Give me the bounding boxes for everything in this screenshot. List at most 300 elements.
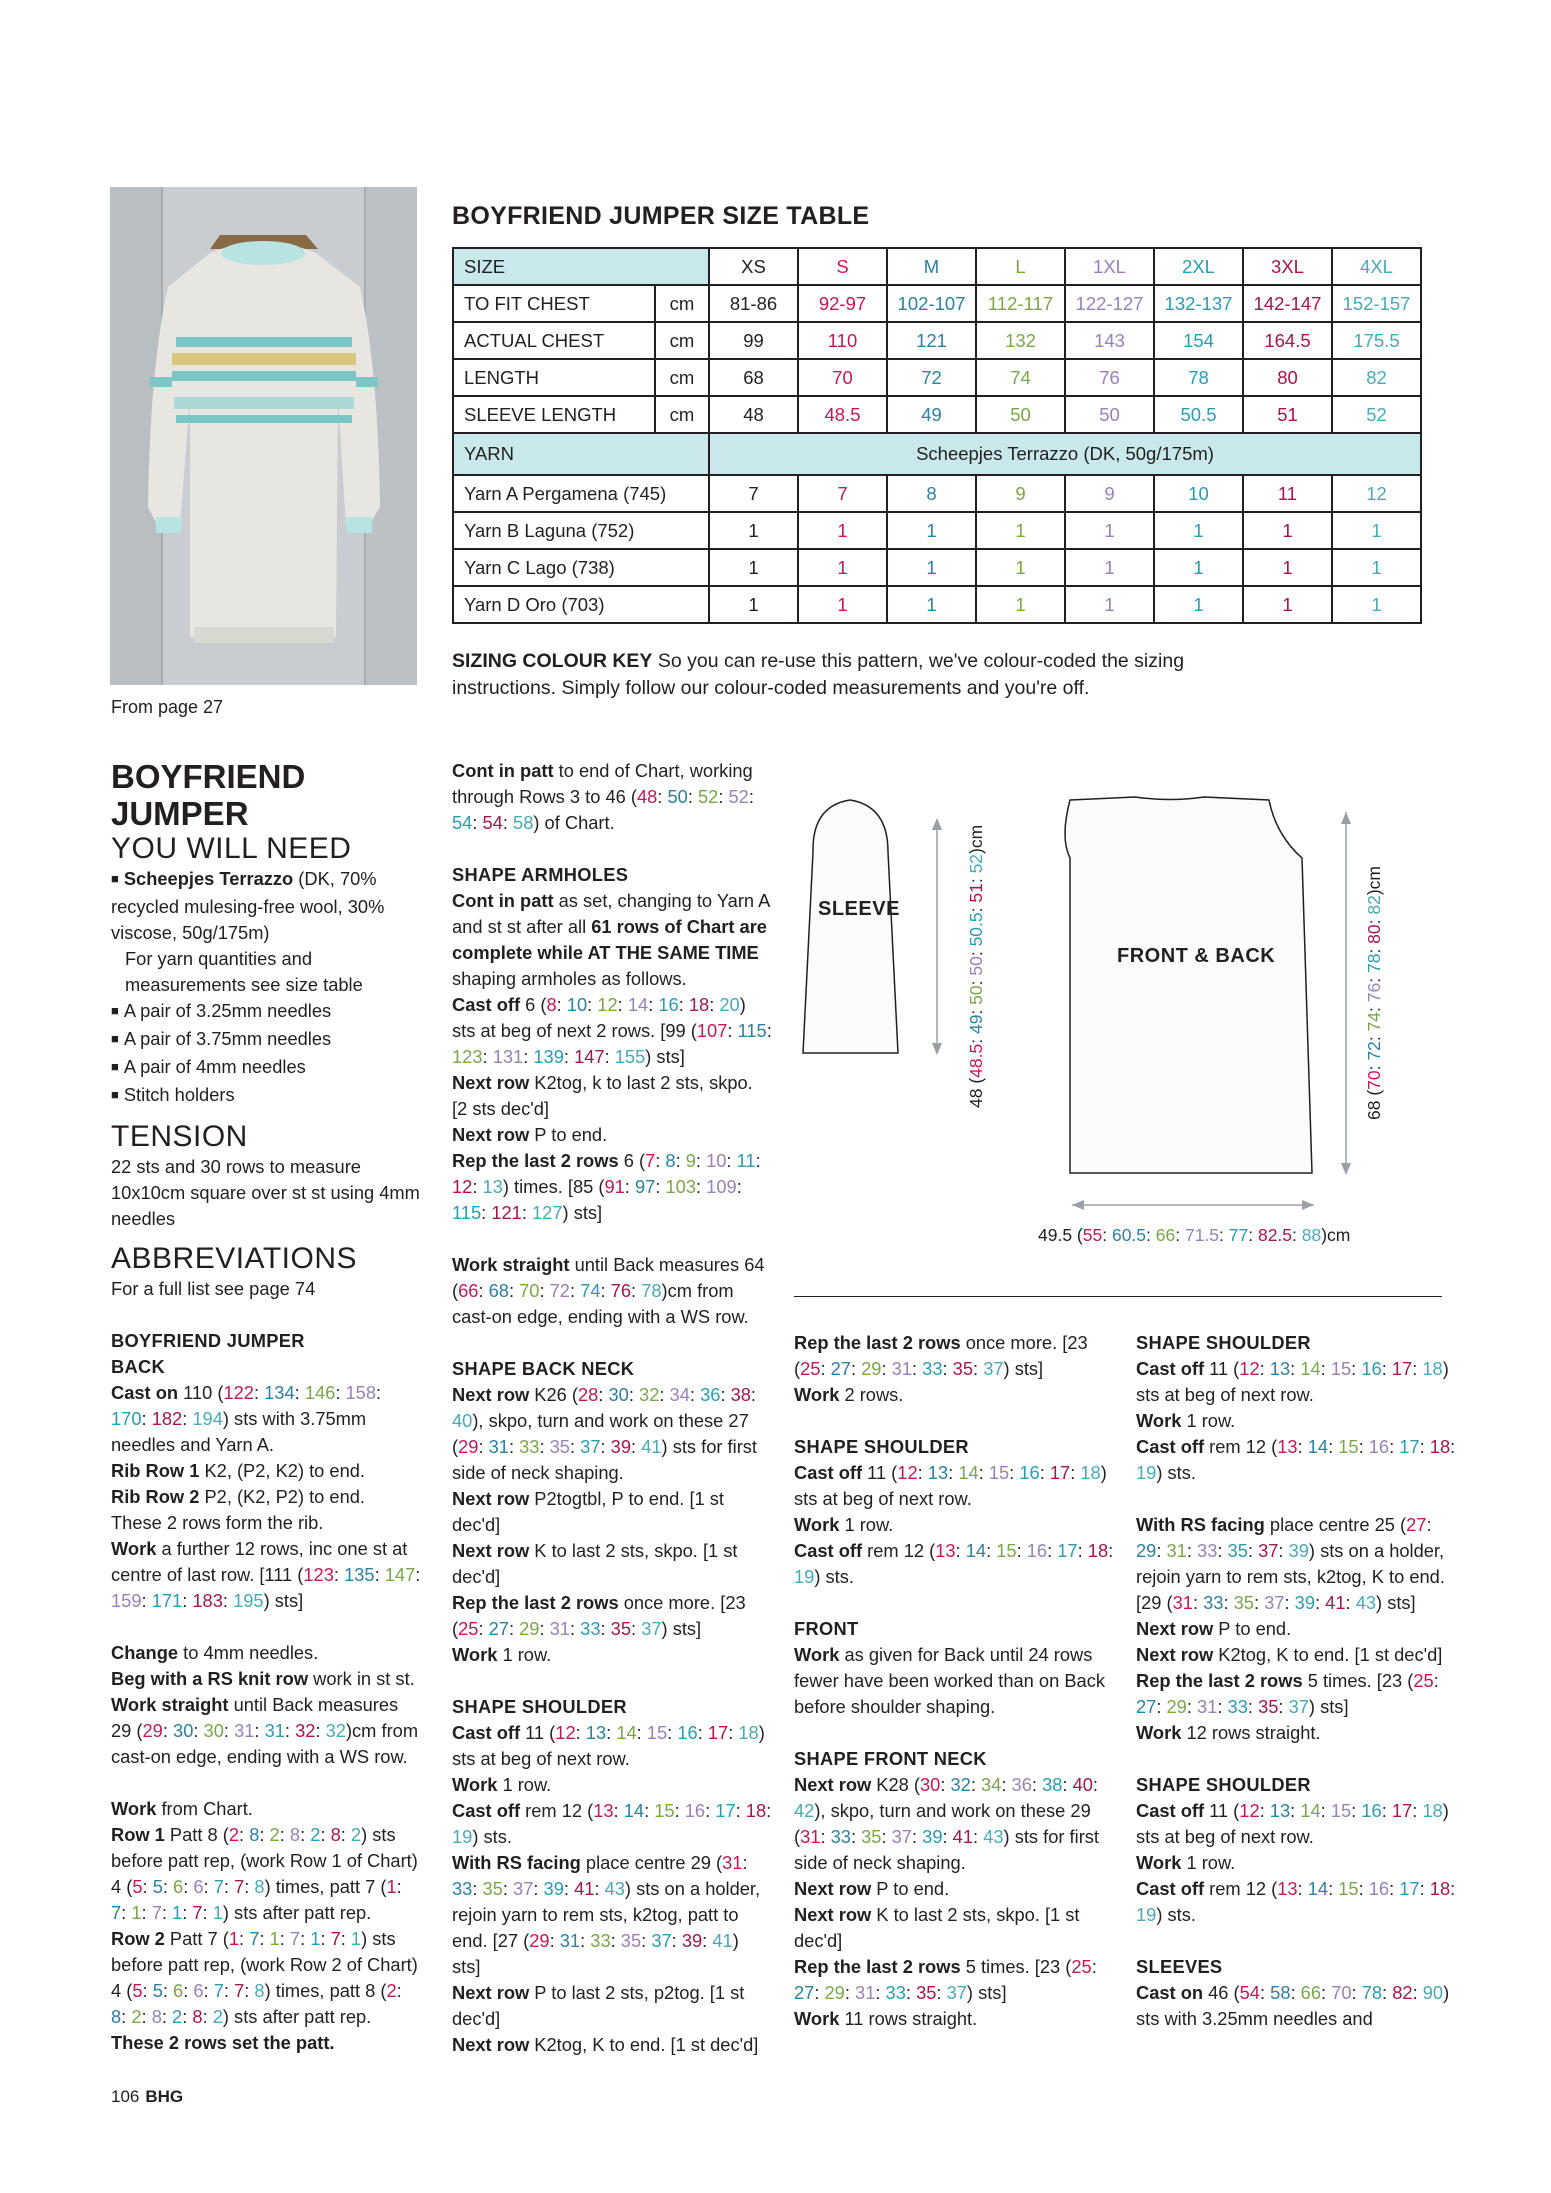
size-value: 17 bbox=[1057, 1540, 1078, 1561]
size-value: 1 bbox=[172, 1902, 183, 1923]
size-header-cell: L bbox=[976, 248, 1065, 285]
size-value: 33 bbox=[590, 1930, 611, 1951]
sleeve-label: SLEEVE bbox=[818, 898, 900, 920]
instruction-keyword: Work bbox=[111, 1798, 157, 1819]
measurement-value: 74 bbox=[976, 359, 1065, 396]
instruction-line: Row 1 Patt 8 (2: 8: 2: 8: 2: 8: 2) sts before patt rep, (work Row 1 of Chart) 4 (5: 5: 6: 6: 7: 7: 8) times, patt 7 (1: 7: 1: 7: 1: 7: 1) sts after patt rep. bbox=[111, 1824, 418, 1923]
size-value: 147 bbox=[574, 1046, 605, 1067]
size-value: 31 bbox=[722, 1852, 743, 1873]
size-value: 35 bbox=[620, 1930, 642, 1951]
measurement-value: 72 bbox=[887, 359, 976, 396]
size-value: 25 bbox=[800, 1358, 821, 1379]
size-value: 13 bbox=[1277, 1878, 1298, 1899]
sleeve-outline bbox=[803, 800, 898, 1053]
size-value: 17 bbox=[1391, 1358, 1413, 1379]
size-value: 60.5 bbox=[1111, 1225, 1147, 1245]
section-heading: BACK bbox=[111, 1356, 166, 1377]
size-value: 50 bbox=[966, 956, 986, 976]
measurement-unit: cm bbox=[655, 359, 709, 396]
size-value: 1 bbox=[228, 1928, 240, 1949]
instruction-keyword: Next row bbox=[1136, 1618, 1214, 1639]
spacer bbox=[1136, 1746, 1456, 1772]
size-value: 121 bbox=[491, 1202, 522, 1223]
measurement-value: 52 bbox=[1332, 396, 1421, 433]
instruction-text: ) sts. bbox=[1156, 1462, 1196, 1483]
size-value: 37 bbox=[891, 1826, 912, 1847]
section-heading: SHAPE SHOULDER bbox=[1136, 1332, 1311, 1353]
size-value: 18 bbox=[1422, 1358, 1443, 1379]
column-1-instructions bbox=[111, 1380, 421, 2056]
size-header-row bbox=[453, 248, 1421, 285]
column-1 bbox=[111, 758, 421, 2056]
size-value: 43 bbox=[604, 1878, 625, 1899]
spacer bbox=[1136, 1486, 1456, 1512]
size-value: 12 bbox=[897, 1462, 918, 1483]
size-value: 7 bbox=[213, 1876, 224, 1897]
tension-text: 22 sts and 30 rows to measure 10x10cm square over st st using 4mm needles bbox=[111, 1156, 420, 1229]
measurement-unit: cm bbox=[655, 322, 709, 359]
instruction-text: 11 ( bbox=[520, 1722, 556, 1743]
instruction-text: ) sts] bbox=[966, 1982, 1007, 2003]
size-value: 14 bbox=[1307, 1436, 1329, 1457]
instruction-text: K2tog, k to last 2 sts, skpo. [2 sts dec'd] bbox=[452, 1072, 753, 1119]
instruction-keyword: Cont in patt bbox=[452, 890, 554, 911]
instruction-line bbox=[1136, 1616, 1456, 1642]
instruction-line: Cast off 11 (12: 13: 14: 15: 16: 17: 18) sts at beg of next row. bbox=[1136, 1800, 1449, 1847]
instruction-line bbox=[452, 1642, 772, 1668]
size-value: 2 bbox=[269, 1824, 280, 1845]
yarn-row bbox=[453, 475, 1421, 512]
pattern-title-line2: JUMPER bbox=[111, 795, 249, 832]
yarn-quantity: 1 bbox=[1332, 549, 1421, 586]
instruction-text: Patt 8 ( bbox=[164, 1824, 229, 1845]
instruction-keyword: Work bbox=[452, 1774, 498, 1795]
size-value: 20 bbox=[719, 994, 740, 1015]
yarn-label: Yarn B Laguna (752) bbox=[453, 512, 709, 549]
size-value: 29 bbox=[861, 1358, 882, 1379]
size-value: 43 bbox=[983, 1826, 1004, 1847]
instruction-text: These 2 rows form the rib. bbox=[111, 1512, 324, 1533]
size-value: 31 bbox=[891, 1358, 912, 1379]
size-value: 10 bbox=[706, 1150, 727, 1171]
instruction-keyword: Cast off bbox=[794, 1540, 863, 1561]
yarn-quantity: 1 bbox=[1243, 586, 1332, 623]
size-value: 7 bbox=[151, 1902, 162, 1923]
measurement-value: 154 bbox=[1154, 322, 1243, 359]
instruction-text: P to end. bbox=[529, 1124, 608, 1145]
instruction-keyword: Cast off bbox=[1136, 1436, 1205, 1457]
size-label-cell: SIZE bbox=[453, 248, 709, 285]
size-value: 12 bbox=[452, 1176, 473, 1197]
instruction-line bbox=[794, 1512, 1114, 1538]
size-value: 78 bbox=[1361, 1982, 1383, 2003]
size-value: 14 bbox=[958, 1462, 979, 1483]
size-value: 123 bbox=[303, 1564, 334, 1585]
instruction-keyword: Next row bbox=[452, 1384, 530, 1405]
instruction-text: rem 12 ( bbox=[1204, 1436, 1278, 1457]
size-value: 8 bbox=[546, 994, 557, 1015]
instruction-keyword: Rep the last 2 rows bbox=[452, 1592, 619, 1613]
size-value: 41 bbox=[952, 1826, 974, 1847]
size-value: 29 bbox=[519, 1618, 540, 1639]
yarn-quantity: 1 bbox=[709, 586, 798, 623]
size-value: 6 bbox=[193, 1980, 204, 2001]
instruction-text: rem 12 ( bbox=[1204, 1878, 1278, 1899]
size-value: 14 bbox=[965, 1540, 987, 1561]
yarn-quantity: 1 bbox=[1154, 586, 1243, 623]
size-value: 17 bbox=[1399, 1878, 1420, 1899]
instruction-text: 11 ( bbox=[1204, 1358, 1240, 1379]
size-value: 31 bbox=[559, 1930, 581, 1951]
size-value: 7 bbox=[213, 1980, 224, 2001]
instruction-text: K2tog, K to end. [1 st dec'd] bbox=[1213, 1644, 1443, 1665]
size-value: 76 bbox=[610, 1280, 632, 1301]
size-value: 127 bbox=[532, 1202, 563, 1223]
size-value: 19 bbox=[794, 1566, 815, 1587]
size-value: 25 bbox=[1071, 1956, 1092, 1977]
size-value: 78 bbox=[641, 1280, 662, 1301]
instruction-text: ) sts] bbox=[263, 1590, 304, 1611]
abbreviations-text: For a full list see page 74 bbox=[111, 1278, 316, 1299]
instruction-text: ) sts. bbox=[814, 1566, 854, 1587]
size-value: 74 bbox=[580, 1280, 601, 1301]
yarn-quantity: 1 bbox=[798, 512, 887, 549]
size-value: 7 bbox=[192, 1902, 203, 1923]
instruction-text: ) sts] bbox=[452, 1930, 739, 1977]
instruction-keyword: Next row bbox=[794, 1878, 872, 1899]
size-value: 68 bbox=[1364, 1100, 1384, 1120]
size-value: 6 bbox=[173, 1876, 184, 1897]
size-value: 35 bbox=[952, 1358, 974, 1379]
yarn-quantity: 11 bbox=[1243, 475, 1332, 512]
instruction-line bbox=[1136, 1850, 1456, 1876]
size-value: 7 bbox=[645, 1150, 656, 1171]
instruction-keyword: Beg with a RS knit row bbox=[111, 1668, 309, 1689]
instruction-keyword: These 2 rows set the patt. bbox=[111, 2032, 335, 2053]
instruction-keyword: Rep the last 2 rows bbox=[794, 1956, 961, 1977]
measurement-value: 99 bbox=[709, 322, 798, 359]
jumper-photo bbox=[110, 187, 417, 685]
size-value: 1 bbox=[310, 1928, 321, 1949]
size-value: 19 bbox=[1136, 1904, 1157, 1925]
measurement-value: 122-127 bbox=[1065, 285, 1154, 322]
size-value: 10 bbox=[566, 994, 588, 1015]
instruction-keyword: Rib Row 2 bbox=[111, 1486, 200, 1507]
size-value: 19 bbox=[452, 1826, 473, 1847]
size-value: 18 bbox=[738, 1722, 759, 1743]
size-value: 97 bbox=[634, 1176, 656, 1197]
size-value: 195 bbox=[233, 1590, 264, 1611]
size-value: 18 bbox=[745, 1800, 767, 1821]
instruction-keyword: Work straight bbox=[452, 1254, 570, 1275]
size-value: 50.5 bbox=[966, 912, 986, 947]
instruction-keyword: Next row bbox=[794, 1904, 872, 1925]
instruction-text: ) times. [85 ( bbox=[502, 1176, 605, 1197]
yarn-quantity: 1 bbox=[976, 512, 1065, 549]
size-value: 29 bbox=[1166, 1696, 1187, 1717]
instruction-keyword: Change bbox=[111, 1642, 179, 1663]
size-value: 50 bbox=[966, 985, 986, 1005]
yarn-quantity: 1 bbox=[798, 586, 887, 623]
column-3 bbox=[794, 1330, 1114, 2032]
size-value: 12 bbox=[1239, 1800, 1260, 1821]
instruction-text: 46 ( bbox=[1203, 1982, 1240, 2003]
spacer bbox=[452, 1330, 772, 1356]
yarn-quantity: 7 bbox=[709, 475, 798, 512]
instruction-line bbox=[452, 1070, 772, 1122]
yarn-quantity: 1 bbox=[887, 586, 976, 623]
instruction-text: Patt 7 ( bbox=[164, 1928, 229, 1949]
size-value: 18 bbox=[1429, 1436, 1451, 1457]
measurement-value: 48 bbox=[709, 396, 798, 433]
size-value: 54 bbox=[482, 812, 503, 833]
instruction-keyword: Rib Row 1 bbox=[111, 1460, 200, 1481]
size-value: 32 bbox=[325, 1720, 346, 1741]
size-value: 171 bbox=[151, 1590, 183, 1611]
instruction-keyword: Work bbox=[794, 1644, 840, 1665]
size-value: 7 bbox=[234, 1876, 245, 1897]
instruction-text: P to end. bbox=[871, 1878, 950, 1899]
size-value: 7 bbox=[234, 1980, 245, 2001]
front-back-outline bbox=[1065, 797, 1312, 1173]
instruction-line: Cont in patt to end of Chart, working through Rows 3 to 46 (48: 50: 52: 52: 54: 54: 58) of Chart. bbox=[452, 760, 754, 833]
size-value: 70 bbox=[1331, 1982, 1352, 2003]
size-value: 16 bbox=[1019, 1462, 1040, 1483]
measurement-label: LENGTH bbox=[453, 359, 655, 396]
size-value: 35 bbox=[610, 1618, 632, 1639]
column-4 bbox=[1136, 1330, 1456, 2032]
size-value: 183 bbox=[192, 1590, 223, 1611]
instruction-text: ) sts before patt rep, (work Row 2 of Chart) 4 ( bbox=[111, 1928, 418, 2001]
size-value: 1 bbox=[212, 1902, 223, 1923]
size-value: 38 bbox=[730, 1384, 751, 1405]
arrow-head bbox=[1341, 812, 1351, 824]
size-value: 158 bbox=[345, 1382, 377, 1403]
instruction-text: ) sts before patt rep, (work Row 1 of Chart) 4 ( bbox=[111, 1824, 418, 1897]
instruction-text: 6 ( bbox=[520, 994, 547, 1015]
instruction-line bbox=[452, 1772, 772, 1798]
size-value: 58 bbox=[513, 812, 534, 833]
instruction-text: P2, (K2, P2) to end. bbox=[199, 1486, 366, 1507]
instruction-line: Cast off 6 (8: 10: 12: 14: 16: 18: 20) sts at beg of next 2 rows. [99 (107: 115: 123: 131: 139: 147: 155) sts] bbox=[452, 994, 772, 1067]
instruction-text: ) sts] bbox=[661, 1618, 702, 1639]
size-value: 52 bbox=[728, 786, 749, 807]
size-value: 70 bbox=[519, 1280, 540, 1301]
instruction-text: ) sts at beg of next row. bbox=[452, 1722, 765, 1769]
size-value: 170 bbox=[111, 1408, 142, 1429]
size-value: 12 bbox=[555, 1722, 576, 1743]
arrow-head bbox=[932, 1043, 942, 1055]
size-value: 41 bbox=[641, 1436, 662, 1457]
size-value: 16 bbox=[1368, 1436, 1390, 1457]
measurement-value: 82 bbox=[1332, 359, 1421, 396]
instruction-text: )cm from cast-on edge, ending with a WS row. bbox=[452, 1280, 749, 1327]
measurement-row bbox=[453, 359, 1421, 396]
size-value: 27 bbox=[488, 1618, 509, 1639]
yarn-quantity: 1 bbox=[1332, 512, 1421, 549]
size-value: 77 bbox=[1228, 1225, 1249, 1245]
measurement-value: 50 bbox=[1065, 396, 1154, 433]
size-value: 31 bbox=[1172, 1592, 1193, 1613]
instruction-text: ) sts at beg of next 2 rows. [99 ( bbox=[452, 994, 746, 1041]
size-value: 27 bbox=[830, 1358, 851, 1379]
size-header-cell: M bbox=[887, 248, 976, 285]
size-value: 14 bbox=[1307, 1878, 1329, 1899]
instruction-text: ) times, patt 8 ( bbox=[264, 1980, 387, 2001]
instruction-text: ) sts] bbox=[645, 1046, 685, 1067]
sizing-colour-key bbox=[452, 648, 1272, 702]
size-value: 54 bbox=[1239, 1982, 1260, 2003]
size-value: 72 bbox=[549, 1280, 570, 1301]
size-value: 37 bbox=[983, 1358, 1004, 1379]
measurement-label: SLEEVE LENGTH bbox=[453, 396, 655, 433]
measurement-row bbox=[453, 285, 1421, 322]
size-table-body bbox=[453, 248, 1421, 623]
size-value: 76 bbox=[1364, 982, 1384, 1003]
instruction-text: work in st st. bbox=[308, 1668, 415, 1689]
instruction-text: ) sts at beg of next row. bbox=[1136, 1800, 1449, 1847]
instruction-keyword: Cast off bbox=[1136, 1358, 1205, 1379]
size-value: 182 bbox=[151, 1408, 183, 1429]
size-value: 55 bbox=[1082, 1225, 1103, 1245]
instruction-text: ), skpo, turn and work on these 27 ( bbox=[452, 1410, 749, 1457]
instruction-text: K to last 2 sts, skpo. [1 st dec'd] bbox=[794, 1904, 1080, 1951]
instruction-line: Next row K26 (28: 30: 32: 34: 36: 38: 40), skpo, turn and work on these 27 (29: 31: 33: 35: 37: 39: 41) sts for first side of neck shaping. bbox=[452, 1384, 757, 1483]
instruction-text: 1 row. bbox=[497, 1644, 552, 1665]
measurement-value: 70 bbox=[798, 359, 887, 396]
instruction-text: 5 times. [23 ( bbox=[1302, 1670, 1414, 1691]
instruction-line bbox=[111, 1458, 421, 1484]
size-value: 103 bbox=[665, 1176, 696, 1197]
instruction-text: K26 ( bbox=[529, 1384, 578, 1405]
size-value: 13 bbox=[593, 1800, 614, 1821]
size-value: 29 bbox=[142, 1720, 163, 1741]
yarn-quantity: 1 bbox=[1154, 549, 1243, 586]
spacer bbox=[452, 836, 772, 862]
sizing-key-title: SIZING COLOUR KEY bbox=[452, 650, 653, 672]
size-value: 52 bbox=[966, 853, 986, 874]
size-value: 31 bbox=[1197, 1696, 1218, 1717]
measurement-value: 112-117 bbox=[976, 285, 1065, 322]
measurement-value: 102-107 bbox=[887, 285, 976, 322]
size-value: 159 bbox=[111, 1590, 142, 1611]
size-value: 37 bbox=[946, 1982, 967, 2003]
spacer bbox=[111, 1770, 421, 1796]
instruction-line bbox=[111, 1640, 421, 1666]
spacer bbox=[111, 1614, 421, 1640]
size-value: 2 bbox=[228, 1824, 240, 1845]
size-value: 36 bbox=[1011, 1774, 1032, 1795]
size-value: 36 bbox=[700, 1384, 721, 1405]
size-value: 13 bbox=[927, 1462, 949, 1483]
section-heading: SLEEVES bbox=[1136, 1956, 1223, 1977]
size-value: 33 bbox=[830, 1826, 851, 1847]
size-value: 8 bbox=[289, 1824, 301, 1845]
size-value: 91 bbox=[604, 1176, 625, 1197]
instruction-keyword: Next row bbox=[1136, 1644, 1214, 1665]
instruction-keyword: With RS facing bbox=[452, 1852, 581, 1873]
size-value: 15 bbox=[988, 1462, 1010, 1483]
instruction-text: ) of Chart. bbox=[533, 812, 615, 833]
instruction-text: place centre 29 ( bbox=[580, 1852, 723, 1873]
section-heading: SHAPE BACK NECK bbox=[452, 1358, 635, 1379]
instruction-text: ) sts after patt rep. bbox=[222, 2006, 372, 2027]
size-value: 31 bbox=[264, 1720, 285, 1741]
size-value: 66 bbox=[458, 1280, 479, 1301]
size-value: 39 bbox=[1294, 1592, 1315, 1613]
instruction-line bbox=[111, 2030, 421, 2056]
size-value: 115 bbox=[452, 1202, 482, 1223]
instruction-keyword: Work bbox=[111, 1538, 157, 1559]
yarn-label: Yarn A Pergamena (745) bbox=[453, 475, 709, 512]
yarn-quantity: 9 bbox=[1065, 475, 1154, 512]
arrow-head bbox=[932, 818, 942, 830]
size-value: 82 bbox=[1392, 1982, 1413, 2003]
instruction-keyword: Next row bbox=[452, 1072, 530, 1093]
yarn-quantity: 1 bbox=[1154, 512, 1243, 549]
instruction-keyword: Work bbox=[794, 2008, 840, 2029]
instruction-keyword: Cast off bbox=[1136, 1800, 1205, 1821]
measurement-value: 110 bbox=[798, 322, 887, 359]
instruction-text: ) sts on a holder, rejoin yarn to rem sts, k2tog, K to end. [29 ( bbox=[1136, 1540, 1445, 1613]
section-heading: FRONT bbox=[794, 1618, 859, 1639]
instruction-text: P to end. bbox=[1213, 1618, 1292, 1639]
spacer bbox=[1136, 1928, 1456, 1954]
instruction-text: P to last 2 sts, p2tog. [1 st dec'd] bbox=[452, 1982, 745, 2029]
size-value: 31 bbox=[488, 1436, 509, 1457]
yarn-quantity: 8 bbox=[887, 475, 976, 512]
yarn-quantity: 1 bbox=[709, 512, 798, 549]
instruction-text: ) sts after patt rep. bbox=[222, 1902, 372, 1923]
instruction-text: rem 12 ( bbox=[520, 1800, 594, 1821]
size-value: 16 bbox=[1361, 1800, 1382, 1821]
instruction-text: ) sts at beg of next row. bbox=[794, 1462, 1107, 1509]
measurement-value: 143 bbox=[1065, 322, 1154, 359]
measurement-value: 142-147 bbox=[1243, 285, 1332, 322]
size-value: 5 bbox=[152, 1980, 163, 2001]
instruction-text: )cm from cast-on edge, ending with a WS row. bbox=[111, 1720, 419, 1767]
instruction-text: ) sts. bbox=[1156, 1904, 1196, 1925]
instruction-text: shaping armholes as follows. bbox=[452, 968, 687, 989]
instruction-text: ) sts for first side of neck shaping. bbox=[452, 1436, 757, 1483]
measurement-value: 121 bbox=[887, 322, 976, 359]
size-value: 35 bbox=[1258, 1696, 1279, 1717]
size-value: 34 bbox=[669, 1384, 690, 1405]
section-heading: SHAPE SHOULDER bbox=[452, 1696, 627, 1717]
size-value: 37 bbox=[641, 1618, 662, 1639]
size-value: 122 bbox=[223, 1382, 254, 1403]
instruction-keyword: Work bbox=[794, 1384, 840, 1405]
measurement-value: 78 bbox=[1154, 359, 1243, 396]
instruction-text: ) sts] bbox=[1003, 1358, 1044, 1379]
size-value: 8 bbox=[151, 2006, 162, 2027]
yarn-row bbox=[453, 549, 1421, 586]
size-value: 8 bbox=[665, 1150, 676, 1171]
size-value: 16 bbox=[1026, 1540, 1048, 1561]
instruction-text: ) sts] bbox=[1376, 1592, 1416, 1613]
size-value: 33 bbox=[452, 1878, 473, 1899]
measurement-value: 68 bbox=[709, 359, 798, 396]
instruction-text: 12 rows straight. bbox=[1181, 1722, 1321, 1743]
size-value: 33 bbox=[922, 1358, 943, 1379]
size-value: 13 bbox=[1269, 1358, 1291, 1379]
size-value: 35 bbox=[1233, 1592, 1254, 1613]
size-value: 135 bbox=[344, 1564, 375, 1585]
size-value: 18 bbox=[1422, 1800, 1443, 1821]
instruction-text: 11 ( bbox=[1204, 1800, 1240, 1821]
instruction-keyword: Next row bbox=[452, 1982, 530, 2003]
spacer bbox=[452, 1226, 772, 1252]
